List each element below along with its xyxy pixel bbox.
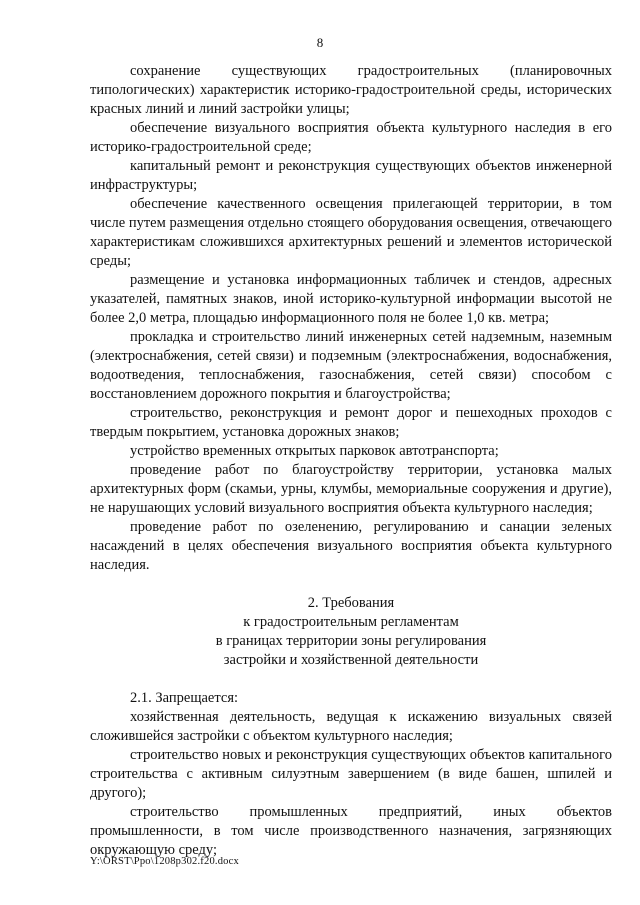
list-item: проведение работ по озеленению, регулированию и санации зеленых насаждений в целях обеспечения визуального восприятия объекта культурного наследия. [90,519,612,573]
list-item: обеспечение визуального восприятия объекта культурного наследия в его историко-градостроительной среде; [90,120,612,155]
section-heading [90,594,612,670]
list-item: строительство, реконструкция и ремонт дорог и пешеходных проходов с твердым покрытием, установка дорожных знаков; [90,405,612,440]
list-item: прокладка и строительство линий инженерных сетей надземным, наземным (электроснабжения, сетей связи) и подземным (электроснабжения, водоснабжения, водоотведения, теплоснабжения, газоснабжения, сетей связи) способом с восстановлением дорожного покрытия и благоустройства; [90,329,612,402]
list-item: размещение и установка информационных табличек и стендов, адресных указателей, памятных знаков, иной историко-культурной информации высотой не более 2,0 метра, площадью информационного поля не более 1,0 кв. метра; [90,272,612,326]
footer-file-path: Y:\ORST\Ppo\1208p302.f20.docx [90,856,239,867]
section-heading-line: в границах территории зоны регулирования [215,633,487,649]
document-body [90,62,612,860]
section-heading-line: застройки и хозяйственной деятельности [223,652,479,668]
list-item: сохранение существующих градостроительных (планировочных типологических) характеристик историко-градостроительной среды, исторических красных линий и линий застройки улицы; [90,63,612,117]
section-heading-line: к градостроительным регламентам [243,614,459,630]
list-item: проведение работ по благоустройству территории, установка малых архитектурных форм (скамьи, урны, клумбы, мемориальные сооружения и другие), не нарушающих условий визуального восприятия объекта культурного наследия; [90,462,612,516]
section-heading-line: 2. Требования [307,595,395,611]
list-item: хозяйственная деятельность, ведущая к искажению визуальных связей сложившейся застройки с объектом культурного наследия; [90,709,612,744]
page-number: 8 [316,35,324,50]
list-item: строительство промышленных предприятий, иных объектов промышленности, в том числе производственного назначения, загрязняющих окружающую среду; [90,804,612,858]
list-item: капитальный ремонт и реконструкция существующих объектов инженерной инфраструктуры; [90,158,612,193]
subsection-heading: 2.1. Запрещается: [130,690,239,706]
list-item: обеспечение качественного освещения прилегающей территории, в том числе путем размещения отдельно стоящего оборудования освещения, отвечающего характеристикам сложившихся архитектурных решений и элементов исторической среды; [90,196,612,269]
list-item: строительство новых и реконструкция существующих объектов капитального строительства с активным силуэтным завершением (в виде башен, шпилей и другого); [90,747,612,801]
list-item: устройство временных открытых парковок автотранспорта; [130,443,499,459]
